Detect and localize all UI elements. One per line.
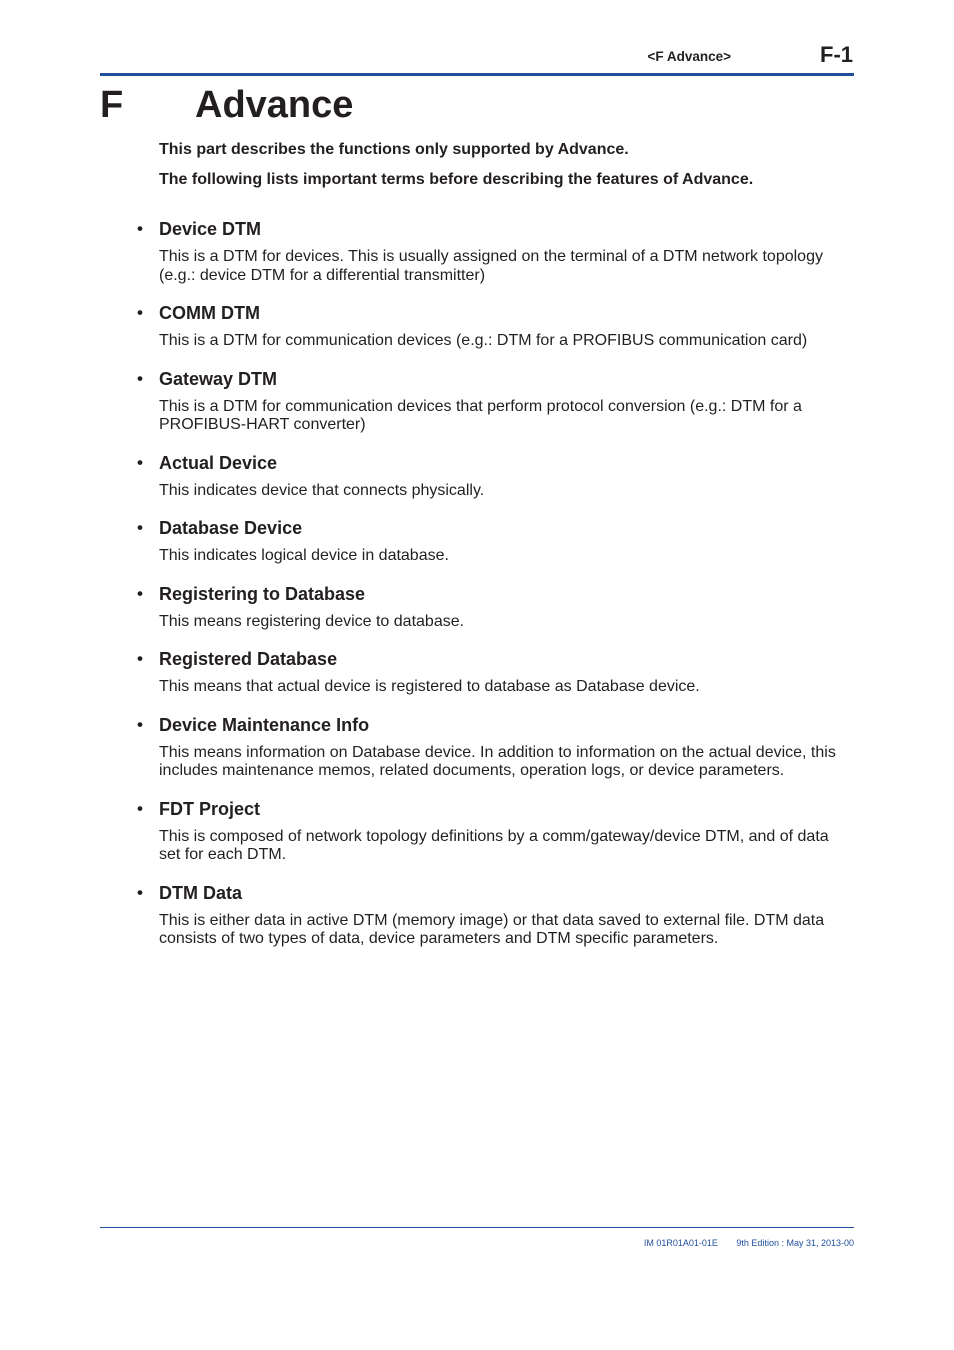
bullet-icon: • <box>137 798 143 818</box>
term-title: FDT Project <box>159 798 261 819</box>
term-item <box>137 302 849 351</box>
term-item <box>137 648 849 697</box>
footer-rule <box>100 1227 854 1228</box>
term-description: This is either data in active DTM (memory image) or that data saved to external file. DTM data consists of two types of data, device parameters and DTM specific parameters. <box>159 911 825 947</box>
term-item <box>137 218 849 285</box>
edition-date: 9th Edition : May 31, 2013-00 <box>736 1238 854 1248</box>
term-description: This means that actual device is registered to database as Database device. <box>159 678 700 695</box>
term-description: This is composed of network topology definitions by a comm/gateway/device DTM, and of data set for each DTM. <box>159 827 829 863</box>
document-id: IM 01R01A01-01E <box>643 1238 718 1248</box>
term-description: This is a DTM for devices. This is usually assigned on the terminal of a DTM network topology (e.g.: device DTM for a differential transmitter) <box>159 248 823 284</box>
bullet-icon: • <box>137 219 143 238</box>
term-description: This indicates device that connects physically. <box>159 481 485 499</box>
term-item <box>137 583 849 632</box>
term-item <box>137 882 849 949</box>
term-title: Registering to Database <box>159 583 366 604</box>
term-description: This means information on Database device. In addition to information on the actual device, this includes maintenance memos, related documents, operation logs, or device parameters. <box>159 743 836 779</box>
term-list <box>137 218 849 966</box>
term-item <box>137 517 849 566</box>
bullet-icon: • <box>137 882 143 902</box>
page-header <box>100 40 854 74</box>
term-item <box>137 798 849 865</box>
intro-paragraph: This part describes the functions only supported by Advance. <box>159 141 629 158</box>
term-title: Database Device <box>159 518 303 538</box>
chapter-title: Advance <box>195 84 354 126</box>
page-number: F-1 <box>820 42 853 67</box>
running-title: <F Advance> <box>647 49 731 64</box>
header-rule <box>100 73 854 76</box>
term-item <box>137 714 849 781</box>
term-description: This is a DTM for communication devices that perform protocol conversion (e.g.: DTM for a PROFIBUS-HART converter) <box>159 397 802 433</box>
intro-paragraph: The following lists important terms before describing the features of Advance. <box>159 171 754 188</box>
term-item <box>137 452 849 501</box>
term-title: Device DTM <box>159 219 262 239</box>
bullet-icon: • <box>137 518 143 537</box>
bullet-icon: • <box>137 649 143 668</box>
bullet-icon: • <box>137 583 143 603</box>
term-title: Gateway DTM <box>159 368 278 389</box>
bullet-icon: • <box>137 303 143 322</box>
term-title: DTM Data <box>159 882 243 903</box>
term-title: Actual Device <box>159 452 278 473</box>
term-title: Device Maintenance Info <box>159 714 370 735</box>
bullet-icon: • <box>137 714 143 734</box>
term-item <box>137 368 849 435</box>
bullet-icon: • <box>137 368 143 388</box>
term-title: Registered Database <box>159 649 338 669</box>
bullet-icon: • <box>137 452 143 472</box>
term-description: This indicates logical device in database. <box>159 547 449 564</box>
term-description: This means registering device to database. <box>159 612 465 630</box>
term-description: This is a DTM for communication devices (e.g.: DTM for a PROFIBUS communication card) <box>159 332 808 349</box>
term-title: COMM DTM <box>159 303 260 323</box>
chapter-letter: F <box>100 84 124 126</box>
page-footer <box>628 1238 854 1248</box>
